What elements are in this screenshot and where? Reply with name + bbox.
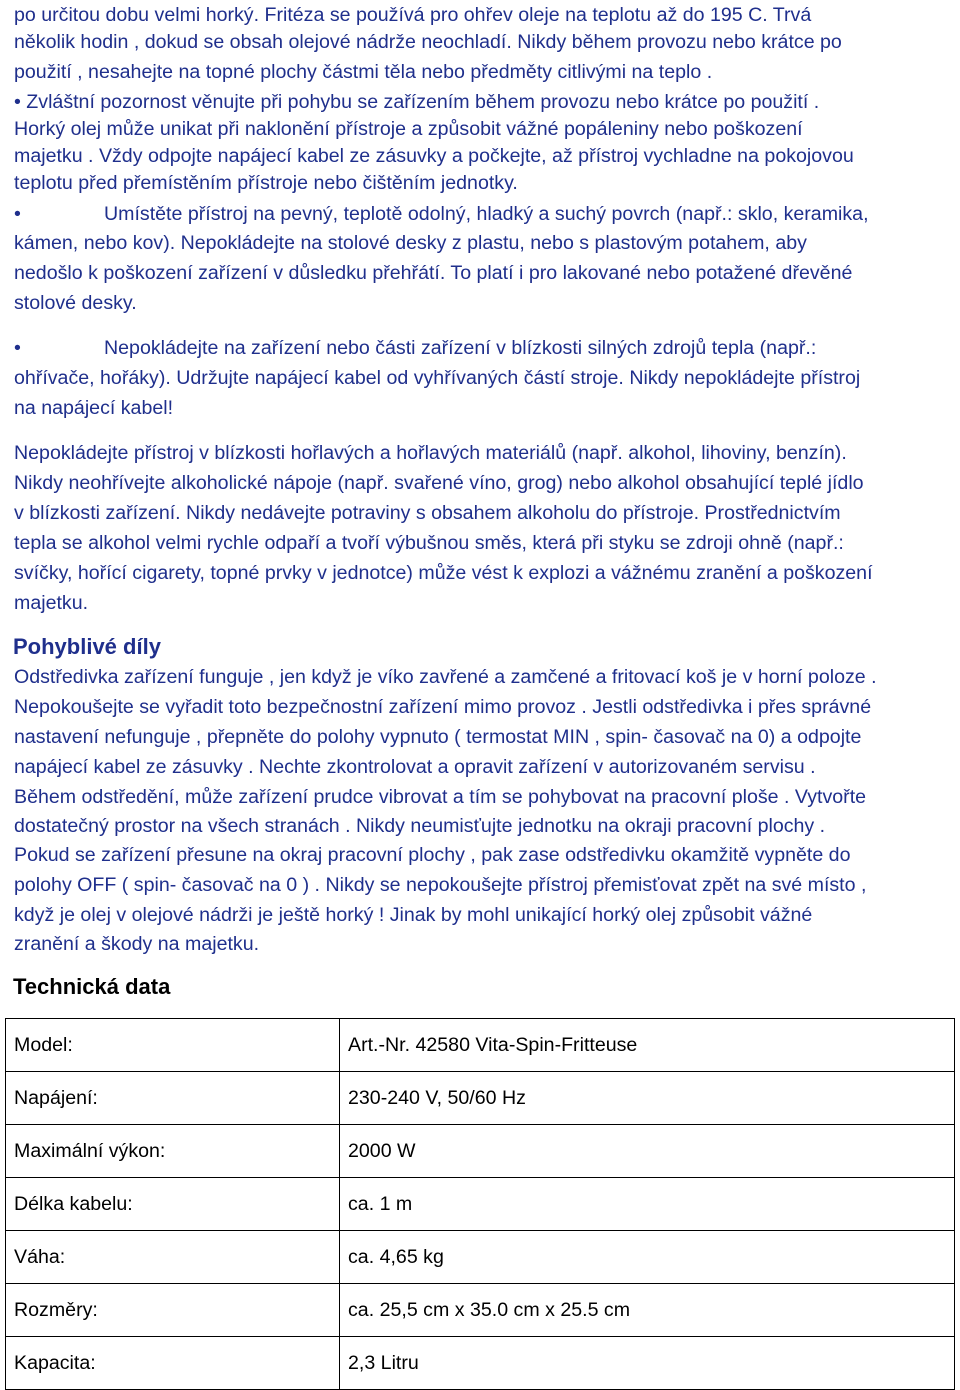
text-line: teplotu před přemístěním přístroje nebo čištěním jednotky. <box>14 172 518 194</box>
text-line: napájecí kabel ze zásuvky . Nechte zkontrolovat a opravit zařízení v autorizovaném servisu . <box>14 756 816 778</box>
text-line: ohřívače, hořáky). Udržujte napájecí kabel od vyhřívaných částí stroje. Nikdy nepokládejte přístroj <box>14 367 861 389</box>
text-line: tepla se alkohol velmi rychle odpaří a tvoří výbušnou směs, která při styku se zdroji ohně (např.: <box>14 532 844 554</box>
text-line: nastavení nefunguje , přepněte do polohy vypnuto ( termostat MIN , spin- časovač na 0) a odpojte <box>14 726 862 748</box>
bullet-text: Nepokládejte na zařízení nebo části zařízení v blízkosti silných zdrojů tepla (např.: <box>104 337 817 359</box>
text-line: když je olej v olejové nádrži je ještě horký ! Jinak by mohl unikající horký olej způsobit vážné <box>14 904 813 926</box>
text-line: stolové desky. <box>14 292 137 314</box>
spec-table <box>5 1018 955 1390</box>
spec-value: Art.-Nr. 42580 Vita-Spin-Fritteuse <box>340 1019 955 1072</box>
text-line: zranění a škody na majetku. <box>14 933 260 955</box>
table-row <box>6 1019 955 1072</box>
text-line: svíčky, hořící cigarety, topné prvky v jednotce) může vést k explozi a vážnému zranění a poškození <box>14 562 873 584</box>
text-line: několik hodin , dokud se obsah olejové nádrže neochladí. Nikdy během provozu nebo krátce po <box>14 31 842 53</box>
bullet-line <box>14 333 816 363</box>
spec-label: Model: <box>6 1019 340 1072</box>
table-row <box>6 1125 955 1178</box>
spec-value: ca. 1 m <box>340 1178 955 1231</box>
text-line: Nepokoušejte se vyřadit toto bezpečnostní zařízení mimo provoz . Jestli odstředivka i přes správné <box>14 696 872 718</box>
spec-value: ca. 25,5 cm x 35.0 cm x 25.5 cm <box>340 1284 955 1337</box>
text-line: Během odstředění, může zařízení prudce vibrovat a tím se pohybovat na pracovní ploše . Vytvořte <box>14 786 867 808</box>
spec-label: Maximální výkon: <box>6 1125 340 1178</box>
text-line: Nikdy neohřívejte alkoholické nápoje (např. svařené víno, grog) nebo alkohol obsahující teplé jídlo <box>14 472 864 494</box>
spec-value: 2000 W <box>340 1125 955 1178</box>
spec-value: 230-240 V, 50/60 Hz <box>340 1072 955 1125</box>
text-line: Pokud se zařízení přesune na okraj pracovní plochy , pak zase odstředivku okamžitě vypněte do <box>14 844 851 866</box>
table-row <box>6 1072 955 1125</box>
text-line: na napájecí kabel! <box>14 397 174 419</box>
text-line: dostatečný prostor na všech stranách . Nikdy neumisťujte jednotku na okraji pracovní plochy . <box>14 815 826 837</box>
text-line: kámen, nebo kov). Nepokládejte na stolové desky z plastu, nebo s plastovým potahem, aby <box>14 232 807 254</box>
text-line: v blízkosti zařízení. Nikdy nedávejte potraviny s obsahem alkoholu do přístroje. Prostřednictvím <box>14 502 841 524</box>
text-line: • Zvláštní pozornost věnujte při pohybu se zařízením během provozu nebo krátce po použití . <box>14 91 820 113</box>
table-row <box>6 1178 955 1231</box>
table-row <box>6 1231 955 1284</box>
section-heading-technical-data: Technická data <box>13 974 171 999</box>
spec-label: Rozměry: <box>6 1284 340 1337</box>
bullet-line <box>14 199 869 229</box>
text-line: Horký olej může unikat při naklonění přístroje a způsobit vážné popáleniny nebo poškození <box>14 118 803 140</box>
text-line: majetku. <box>14 592 89 614</box>
spec-label: Napájení: <box>6 1072 340 1125</box>
spec-label: Kapacita: <box>6 1337 340 1390</box>
bullet-text: Umístěte přístroj na pevný, teplotě odolný, hladký a suchý povrch (např.: sklo, keramika, <box>104 203 869 225</box>
table-row <box>6 1337 955 1390</box>
text-line: Nepokládejte přístroj v blízkosti hořlavých a hořlavých materiálů (např. alkohol, lihoviny, benzín). <box>14 442 847 464</box>
bullet-glyph: • <box>14 203 21 225</box>
table-row <box>6 1284 955 1337</box>
spec-value: 2,3 Litru <box>340 1337 955 1390</box>
text-line: nedošlo k poškození zařízení v důsledku přehřátí. To platí i pro lakované nebo potažené dřevěné <box>14 262 853 284</box>
spec-value: ca. 4,65 kg <box>340 1231 955 1284</box>
spec-label: Váha: <box>6 1231 340 1284</box>
bullet-glyph: • <box>14 337 21 359</box>
text-line: Odstředivka zařízení funguje , jen když je víko zavřené a zamčené a fritovací koš je v horní poloze . <box>14 666 877 688</box>
text-line: majetku . Vždy odpojte napájecí kabel ze zásuvky a počkejte, až přístroj vychladne na pokojovou <box>14 145 854 167</box>
text-line: polohy OFF ( spin- časovač na 0 ) . Nikdy se nepokoušejte přístroj přemisťovat zpět na své místo , <box>14 874 867 896</box>
text-line: použití , nesahejte na topné plochy částmi těla nebo předměty citlivými na teplo . <box>14 61 713 83</box>
section-heading-moving-parts: Pohyblivé díly <box>13 634 161 659</box>
spec-label: Délka kabelu: <box>6 1178 340 1231</box>
text-line: po určitou dobu velmi horký. Fritéza se používá pro ohřev oleje na teplotu až do 195 C. Trvá <box>14 4 812 26</box>
